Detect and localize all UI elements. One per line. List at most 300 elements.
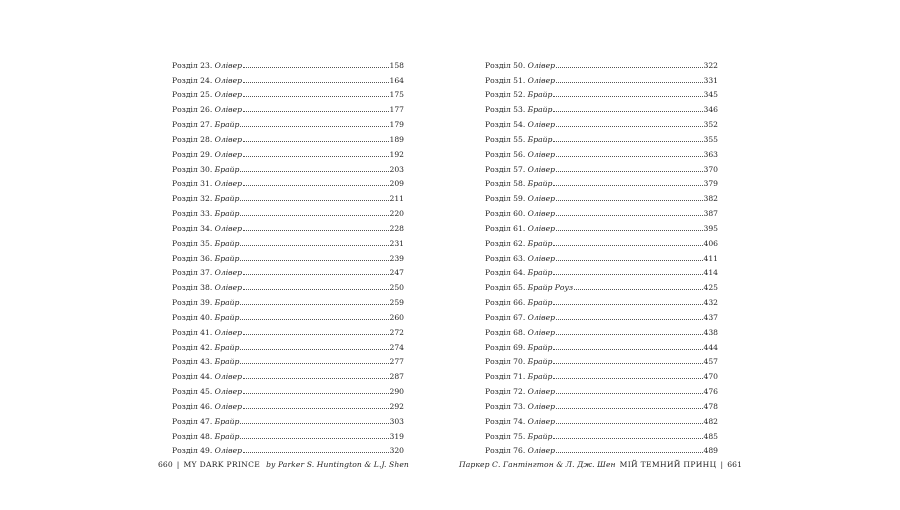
chapter-page-number: 209 bbox=[389, 179, 404, 189]
chapter-page-number: 370 bbox=[703, 164, 718, 174]
chapter-page-number: 277 bbox=[389, 357, 404, 367]
chapter-number: Розділ 56. bbox=[485, 149, 526, 159]
chapter-narrator: Олівер bbox=[527, 327, 555, 337]
chapter-page-number: 250 bbox=[389, 283, 404, 293]
dot-leader bbox=[243, 288, 389, 290]
dot-leader bbox=[240, 303, 388, 305]
chapter-page-number: 411 bbox=[703, 253, 718, 263]
toc-entry bbox=[172, 218, 404, 233]
toc-entry bbox=[485, 411, 718, 426]
chapter-label bbox=[172, 194, 239, 203]
dot-leader bbox=[243, 110, 389, 112]
chapter-narrator: Олівер bbox=[527, 401, 555, 411]
chapter-label bbox=[485, 76, 555, 85]
chapter-page-number: 482 bbox=[703, 416, 718, 426]
chapter-label bbox=[485, 328, 555, 337]
chapter-page-number: 179 bbox=[389, 120, 404, 130]
toc-entry bbox=[172, 411, 404, 426]
chapter-number: Розділ 37. bbox=[172, 268, 213, 278]
chapter-label bbox=[485, 120, 555, 129]
chapter-label bbox=[485, 135, 552, 144]
dot-leader bbox=[240, 437, 388, 439]
dot-leader bbox=[553, 95, 702, 97]
chapter-page-number: 290 bbox=[389, 387, 404, 397]
toc-entry bbox=[172, 70, 404, 85]
chapter-label bbox=[485, 402, 555, 411]
chapter-narrator: Олівер bbox=[214, 134, 242, 144]
dot-leader bbox=[556, 66, 703, 68]
chapter-narrator: Олівер bbox=[214, 372, 242, 382]
chapter-page-number: 470 bbox=[703, 372, 718, 382]
chapter-label bbox=[172, 298, 239, 307]
chapter-page-number: 414 bbox=[703, 268, 718, 278]
toc-entry bbox=[172, 366, 404, 381]
chapter-label bbox=[485, 417, 555, 426]
chapter-narrator: Олівер bbox=[214, 90, 242, 100]
chapter-label bbox=[172, 387, 242, 396]
chapter-page-number: 158 bbox=[389, 60, 404, 70]
chapter-number: Розділ 59. bbox=[485, 194, 526, 204]
chapter-number: Розділ 42. bbox=[172, 342, 213, 352]
chapter-narrator: Брайр bbox=[527, 134, 553, 144]
toc-entry bbox=[172, 322, 404, 337]
toc-entry bbox=[172, 292, 404, 307]
chapter-number: Розділ 51. bbox=[485, 75, 526, 85]
dot-leader bbox=[556, 229, 703, 231]
toc-entry bbox=[485, 263, 718, 278]
chapter-label bbox=[172, 372, 242, 381]
chapter-number: Розділ 50. bbox=[485, 60, 526, 70]
chapter-narrator: Брайр bbox=[527, 298, 553, 308]
chapter-narrator: Брайр bbox=[214, 431, 240, 441]
chapter-narrator: Брайр bbox=[214, 342, 240, 352]
chapter-page-number: 259 bbox=[389, 298, 404, 308]
dot-leader bbox=[243, 451, 389, 453]
chapter-narrator: Брайр bbox=[527, 90, 553, 100]
chapter-narrator: Брайр bbox=[214, 120, 240, 130]
dot-leader bbox=[553, 362, 702, 364]
chapter-label bbox=[485, 179, 552, 188]
toc-entry bbox=[485, 129, 718, 144]
chapter-label bbox=[485, 165, 555, 174]
chapter-label bbox=[485, 209, 555, 218]
chapter-narrator: Олівер bbox=[214, 268, 242, 278]
chapter-number: Розділ 36. bbox=[172, 253, 213, 263]
toc-entry bbox=[172, 174, 404, 189]
chapter-narrator: Брайр bbox=[214, 357, 240, 367]
chapter-page-number: 319 bbox=[389, 431, 404, 441]
page-number: 660 bbox=[158, 460, 173, 469]
chapter-narrator: Брайр bbox=[527, 372, 553, 382]
chapter-number: Розділ 67. bbox=[485, 312, 526, 322]
chapter-label bbox=[485, 268, 552, 277]
chapter-narrator: Олівер bbox=[214, 105, 242, 115]
chapter-page-number: 346 bbox=[703, 105, 718, 115]
chapter-narrator: Олівер bbox=[527, 446, 555, 456]
chapter-label bbox=[172, 165, 239, 174]
chapter-label bbox=[172, 120, 239, 129]
left-page-footer bbox=[158, 460, 409, 469]
chapter-number: Розділ 49. bbox=[172, 446, 213, 456]
dot-leader bbox=[243, 140, 389, 142]
chapter-page-number: 231 bbox=[389, 238, 404, 248]
chapter-label bbox=[485, 105, 552, 114]
toc-entry bbox=[485, 292, 718, 307]
dot-leader bbox=[556, 318, 703, 320]
toc-entry bbox=[485, 188, 718, 203]
chapter-number: Розділ 53. bbox=[485, 105, 526, 115]
dot-leader bbox=[243, 155, 389, 157]
chapter-number: Розділ 60. bbox=[485, 209, 526, 219]
footer-separator: | bbox=[176, 460, 180, 469]
chapter-label bbox=[172, 283, 242, 292]
toc-entry bbox=[485, 233, 718, 248]
dot-leader bbox=[556, 407, 703, 409]
toc-entry bbox=[172, 277, 404, 292]
chapter-narrator: Брайр bbox=[527, 238, 553, 248]
chapter-narrator: Олівер bbox=[214, 446, 242, 456]
chapter-label bbox=[172, 254, 239, 263]
toc-entry bbox=[172, 396, 404, 411]
dot-leader bbox=[553, 348, 702, 350]
dot-leader bbox=[240, 259, 388, 261]
toc-entry bbox=[172, 203, 404, 218]
chapter-number: Розділ 73. bbox=[485, 401, 526, 411]
chapter-number: Розділ 27. bbox=[172, 120, 213, 130]
toc-entry bbox=[485, 70, 718, 85]
chapter-narrator: Брайр bbox=[214, 312, 240, 322]
toc-entry bbox=[172, 337, 404, 352]
chapter-narrator: Брайр bbox=[214, 238, 240, 248]
chapter-narrator: Олівер bbox=[527, 120, 555, 130]
chapter-label bbox=[485, 446, 555, 455]
chapter-number: Розділ 43. bbox=[172, 357, 213, 367]
dot-leader bbox=[240, 125, 388, 127]
chapter-narrator: Олівер bbox=[214, 401, 242, 411]
dot-leader bbox=[240, 199, 388, 201]
chapter-label bbox=[485, 372, 552, 381]
book-author: by Parker S. Huntington & L.J. Shen bbox=[266, 460, 409, 469]
chapter-narrator: Олівер bbox=[214, 60, 242, 70]
toc-entry bbox=[485, 337, 718, 352]
dot-leader bbox=[556, 199, 703, 201]
chapter-narrator: Брайр bbox=[527, 431, 553, 441]
chapter-narrator: Олівер bbox=[214, 75, 242, 85]
chapter-narrator: Брайр bbox=[527, 268, 553, 278]
chapter-page-number: 203 bbox=[389, 164, 404, 174]
chapter-number: Розділ 48. bbox=[172, 431, 213, 441]
chapter-page-number: 322 bbox=[703, 60, 718, 70]
chapter-narrator: Олівер bbox=[527, 416, 555, 426]
chapter-page-number: 395 bbox=[703, 223, 718, 233]
chapter-label bbox=[485, 313, 555, 322]
chapter-label bbox=[172, 402, 242, 411]
chapter-label bbox=[172, 76, 242, 85]
chapter-page-number: 352 bbox=[703, 120, 718, 130]
chapter-number: Розділ 64. bbox=[485, 268, 526, 278]
chapter-narrator: Брайр bbox=[214, 253, 240, 263]
dot-leader bbox=[243, 229, 389, 231]
toc-entry bbox=[485, 203, 718, 218]
toc-entry bbox=[172, 263, 404, 278]
dot-leader bbox=[243, 81, 389, 83]
chapter-narrator: Брайр bbox=[527, 105, 553, 115]
chapter-page-number: 175 bbox=[389, 90, 404, 100]
chapter-number: Розділ 72. bbox=[485, 387, 526, 397]
table-of-contents-right bbox=[485, 55, 718, 455]
chapter-number: Розділ 63. bbox=[485, 253, 526, 263]
chapter-page-number: 457 bbox=[703, 357, 718, 367]
chapter-narrator: Олівер bbox=[527, 75, 555, 85]
toc-entry bbox=[172, 85, 404, 100]
toc-entry bbox=[485, 248, 718, 263]
dot-leader bbox=[556, 451, 703, 453]
dot-leader bbox=[243, 95, 389, 97]
dot-leader bbox=[553, 140, 702, 142]
chapter-narrator: Олівер bbox=[214, 327, 242, 337]
dot-leader bbox=[553, 110, 702, 112]
chapter-number: Розділ 25. bbox=[172, 90, 213, 100]
chapter-narrator: Олівер bbox=[527, 223, 555, 233]
toc-entry bbox=[485, 114, 718, 129]
chapter-label bbox=[172, 61, 242, 70]
chapter-number: Розділ 55. bbox=[485, 134, 526, 144]
chapter-label bbox=[485, 254, 555, 263]
chapter-page-number: 320 bbox=[389, 446, 404, 456]
dot-leader bbox=[240, 422, 388, 424]
chapter-number: Розділ 35. bbox=[172, 238, 213, 248]
chapter-number: Розділ 62. bbox=[485, 238, 526, 248]
chapter-label bbox=[172, 432, 239, 441]
chapter-page-number: 274 bbox=[389, 342, 404, 352]
chapter-number: Розділ 30. bbox=[172, 164, 213, 174]
toc-entry bbox=[172, 248, 404, 263]
chapter-number: Розділ 29. bbox=[172, 149, 213, 159]
dot-leader bbox=[556, 125, 703, 127]
chapter-label bbox=[485, 194, 555, 203]
chapter-page-number: 345 bbox=[703, 90, 718, 100]
chapter-label bbox=[485, 432, 552, 441]
book-title: MY DARK PRINCE bbox=[183, 460, 261, 469]
dot-leader bbox=[556, 81, 703, 83]
chapter-narrator: Олівер bbox=[527, 194, 555, 204]
chapter-label bbox=[172, 417, 239, 426]
right-page-footer bbox=[459, 460, 742, 469]
chapter-label bbox=[172, 224, 242, 233]
chapter-narrator: Брайр bbox=[214, 194, 240, 204]
toc-entry bbox=[485, 322, 718, 337]
chapter-number: Розділ 76. bbox=[485, 446, 526, 456]
chapter-label bbox=[172, 343, 239, 352]
chapter-number: Розділ 75. bbox=[485, 431, 526, 441]
chapter-narrator: Брайр bbox=[214, 164, 240, 174]
chapter-label bbox=[485, 343, 552, 352]
chapter-narrator: Олівер bbox=[527, 387, 555, 397]
dot-leader bbox=[556, 422, 703, 424]
footer-separator: | bbox=[720, 460, 724, 469]
chapter-number: Розділ 33. bbox=[172, 209, 213, 219]
chapter-number: Розділ 69. bbox=[485, 342, 526, 352]
dot-leader bbox=[556, 170, 703, 172]
dot-leader bbox=[574, 288, 702, 290]
chapter-number: Розділ 38. bbox=[172, 283, 213, 293]
toc-entry bbox=[485, 396, 718, 411]
chapter-number: Розділ 70. bbox=[485, 357, 526, 367]
chapter-narrator: Брайр Роуз bbox=[527, 283, 574, 293]
chapter-narrator: Олівер bbox=[214, 223, 242, 233]
chapter-label bbox=[172, 239, 239, 248]
chapter-label bbox=[172, 268, 242, 277]
dot-leader bbox=[553, 437, 702, 439]
toc-entry bbox=[172, 159, 404, 174]
chapter-label bbox=[485, 387, 555, 396]
chapter-narrator: Олівер bbox=[527, 253, 555, 263]
chapter-narrator: Олівер bbox=[214, 179, 242, 189]
chapter-number: Розділ 54. bbox=[485, 120, 526, 130]
chapter-label bbox=[172, 90, 242, 99]
dot-leader bbox=[553, 377, 702, 379]
dot-leader bbox=[556, 214, 703, 216]
dot-leader bbox=[243, 392, 389, 394]
chapter-page-number: 355 bbox=[703, 134, 718, 144]
chapter-label bbox=[485, 357, 552, 366]
toc-entry bbox=[485, 144, 718, 159]
book-title: МІЙ ТЕМНИЙ ПРИНЦ bbox=[619, 460, 717, 469]
dot-leader bbox=[556, 259, 703, 261]
chapter-page-number: 437 bbox=[703, 312, 718, 322]
table-of-contents-left bbox=[172, 55, 404, 455]
chapter-number: Розділ 40. bbox=[172, 312, 213, 322]
chapter-narrator: Брайр bbox=[527, 357, 553, 367]
toc-entry bbox=[485, 426, 718, 441]
chapter-number: Розділ 26. bbox=[172, 105, 213, 115]
dot-leader bbox=[553, 244, 702, 246]
toc-entry bbox=[485, 99, 718, 114]
chapter-label bbox=[172, 135, 242, 144]
chapter-label bbox=[485, 150, 555, 159]
chapter-number: Розділ 57. bbox=[485, 164, 526, 174]
dot-leader bbox=[243, 407, 389, 409]
chapter-label bbox=[485, 283, 573, 292]
chapter-label bbox=[172, 105, 242, 114]
dot-leader bbox=[556, 333, 703, 335]
toc-entry bbox=[172, 99, 404, 114]
dot-leader bbox=[240, 214, 388, 216]
dot-leader bbox=[556, 155, 703, 157]
chapter-number: Розділ 61. bbox=[485, 223, 526, 233]
chapter-page-number: 247 bbox=[389, 268, 404, 278]
toc-entry bbox=[172, 144, 404, 159]
chapter-number: Розділ 66. bbox=[485, 298, 526, 308]
chapter-page-number: 438 bbox=[703, 327, 718, 337]
chapter-number: Розділ 31. bbox=[172, 179, 213, 189]
chapter-page-number: 478 bbox=[703, 401, 718, 411]
right-page bbox=[450, 0, 900, 510]
chapter-page-number: 287 bbox=[389, 372, 404, 382]
chapter-narrator: Олівер bbox=[527, 60, 555, 70]
chapter-page-number: 272 bbox=[389, 327, 404, 337]
chapter-page-number: 220 bbox=[389, 209, 404, 219]
toc-entry bbox=[485, 307, 718, 322]
chapter-number: Розділ 28. bbox=[172, 134, 213, 144]
toc-entry bbox=[172, 55, 404, 70]
toc-entry bbox=[172, 307, 404, 322]
toc-entry bbox=[172, 426, 404, 441]
chapter-page-number: 432 bbox=[703, 298, 718, 308]
chapter-narrator: Олівер bbox=[214, 387, 242, 397]
chapter-page-number: 476 bbox=[703, 387, 718, 397]
chapter-label bbox=[485, 224, 555, 233]
toc-entry bbox=[485, 277, 718, 292]
chapter-number: Розділ 39. bbox=[172, 298, 213, 308]
chapter-page-number: 260 bbox=[389, 312, 404, 322]
chapter-page-number: 379 bbox=[703, 179, 718, 189]
chapter-number: Розділ 71. bbox=[485, 372, 526, 382]
chapter-narrator: Олівер bbox=[527, 312, 555, 322]
chapter-label bbox=[485, 298, 552, 307]
toc-entry bbox=[485, 352, 718, 367]
chapter-number: Розділ 74. bbox=[485, 416, 526, 426]
toc-entry bbox=[485, 366, 718, 381]
dot-leader bbox=[553, 303, 702, 305]
chapter-number: Розділ 58. bbox=[485, 179, 526, 189]
chapter-page-number: 406 bbox=[703, 238, 718, 248]
dot-leader bbox=[243, 273, 389, 275]
chapter-label bbox=[172, 357, 239, 366]
chapter-page-number: 489 bbox=[703, 446, 718, 456]
toc-entry bbox=[172, 233, 404, 248]
chapter-number: Розділ 32. bbox=[172, 194, 213, 204]
chapter-page-number: 164 bbox=[389, 75, 404, 85]
chapter-number: Розділ 68. bbox=[485, 327, 526, 337]
chapter-narrator: Олівер bbox=[214, 149, 242, 159]
chapter-label bbox=[172, 328, 242, 337]
chapter-label bbox=[485, 61, 555, 70]
chapter-page-number: 228 bbox=[389, 223, 404, 233]
dot-leader bbox=[240, 348, 388, 350]
chapter-label bbox=[172, 446, 242, 455]
chapter-number: Розділ 23. bbox=[172, 60, 213, 70]
chapter-label bbox=[172, 209, 239, 218]
chapter-page-number: 382 bbox=[703, 194, 718, 204]
toc-entry bbox=[485, 85, 718, 100]
toc-entry bbox=[485, 381, 718, 396]
dot-leader bbox=[553, 184, 702, 186]
chapter-page-number: 239 bbox=[389, 253, 404, 263]
toc-entry bbox=[485, 441, 718, 456]
dot-leader bbox=[556, 392, 703, 394]
chapter-number: Розділ 44. bbox=[172, 372, 213, 382]
chapter-page-number: 292 bbox=[389, 401, 404, 411]
chapter-page-number: 211 bbox=[389, 194, 404, 204]
chapter-page-number: 192 bbox=[389, 149, 404, 159]
dot-leader bbox=[240, 318, 388, 320]
chapter-number: Розділ 65. bbox=[485, 283, 526, 293]
chapter-number: Розділ 24. bbox=[172, 75, 213, 85]
chapter-narrator: Олівер bbox=[527, 149, 555, 159]
chapter-number: Розділ 52. bbox=[485, 90, 526, 100]
chapter-number: Розділ 45. bbox=[172, 387, 213, 397]
dot-leader bbox=[240, 170, 388, 172]
chapter-number: Розділ 47. bbox=[172, 416, 213, 426]
chapter-narrator: Брайр bbox=[214, 416, 240, 426]
chapter-page-number: 303 bbox=[389, 416, 404, 426]
chapter-narrator: Брайр bbox=[214, 298, 240, 308]
chapter-page-number: 363 bbox=[703, 149, 718, 159]
toc-entry bbox=[172, 352, 404, 367]
chapter-number: Розділ 34. bbox=[172, 223, 213, 233]
chapter-number: Розділ 46. bbox=[172, 401, 213, 411]
